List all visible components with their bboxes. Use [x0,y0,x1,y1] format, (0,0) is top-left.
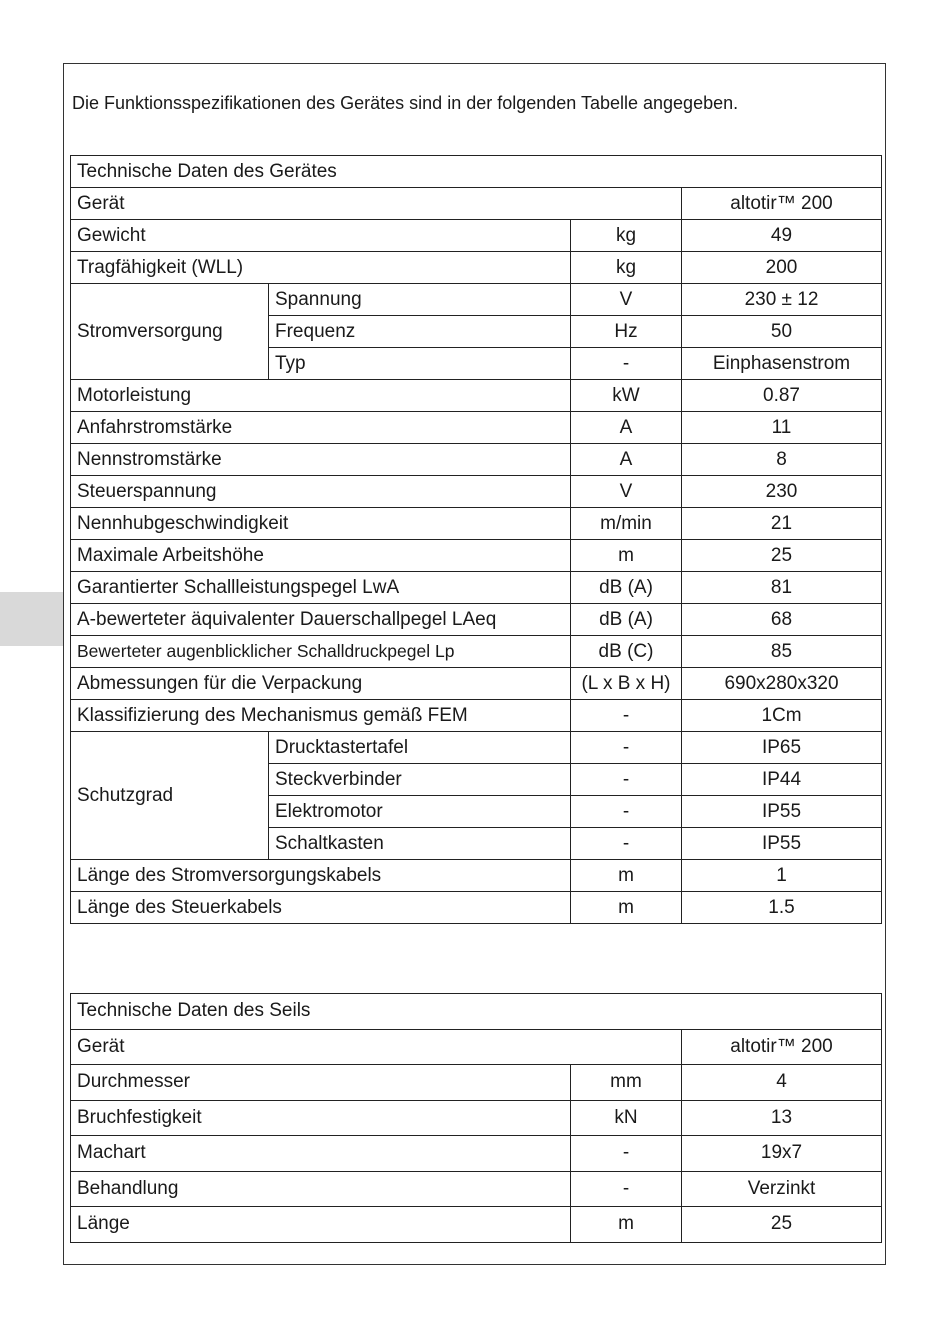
row-value: IP55 [682,828,882,860]
row-label: Steckverbinder [269,764,571,796]
row-unit: m/min [571,508,682,540]
row-label: Bewerteter augenblicklicher Schalldruckpegel Lp [71,636,571,668]
row-unit: - [571,796,682,828]
row-unit: - [571,1171,682,1207]
row-unit: - [571,828,682,860]
row-label: Gewicht [71,220,571,252]
header-model: altotir™ 200 [682,188,882,220]
row-value: 68 [682,604,882,636]
table-row [71,636,882,668]
row-unit: - [571,732,682,764]
row-value: 1Cm [682,700,882,732]
table-row [71,252,882,284]
row-unit: mm [571,1065,682,1101]
table-row [71,444,882,476]
row-label: Drucktastertafel [269,732,571,764]
table-row [71,1100,882,1136]
row-unit: kW [571,380,682,412]
row-value: 13 [682,1100,882,1136]
row-value: 49 [682,220,882,252]
row-label: Nennhubgeschwindigkeit [71,508,571,540]
row-value: Einphasenstrom [682,348,882,380]
row-value: 200 [682,252,882,284]
row-unit: kg [571,252,682,284]
row-label: Durchmesser [71,1065,571,1101]
row-unit: dB (A) [571,604,682,636]
row-label: Anfahrstromstärke [71,412,571,444]
header-label: Gerät [71,188,682,220]
row-label: Garantierter Schallleistungspegel LwA [71,572,571,604]
row-label: Nennstromstärke [71,444,571,476]
row-value: 1 [682,860,882,892]
row-unit: m [571,1207,682,1243]
table-row [71,1136,882,1172]
row-unit: kN [571,1100,682,1136]
row-label: Abmessungen für die Verpackung [71,668,571,700]
row-value: 19x7 [682,1136,882,1172]
table-row [71,1171,882,1207]
row-unit: A [571,412,682,444]
row-label: Typ [269,348,571,380]
group-label-protection: Schutzgrad [71,732,269,860]
row-label: Machart [71,1136,571,1172]
row-unit: - [571,348,682,380]
row-label: Länge [71,1207,571,1243]
row-label: Steuerspannung [71,476,571,508]
rope-spec-table [70,993,882,1243]
row-value: Verzinkt [682,1171,882,1207]
table-title-row [71,156,882,188]
row-value: 11 [682,412,882,444]
row-unit: m [571,860,682,892]
row-unit: dB (C) [571,636,682,668]
table-row [71,380,882,412]
table-title: Technische Daten des Gerätes [71,156,882,188]
row-unit: - [571,1136,682,1172]
row-value: 230 ± 12 [682,284,882,316]
table-row [71,604,882,636]
row-label: Schaltkasten [269,828,571,860]
table-row [71,700,882,732]
table-title-row [71,994,882,1030]
row-unit: - [571,764,682,796]
row-value: IP55 [682,796,882,828]
row-value: IP44 [682,764,882,796]
row-unit: kg [571,220,682,252]
table-row [71,1207,882,1243]
row-label: Klassifizierung des Mechanismus gemäß FEM [71,700,571,732]
row-label: Bruchfestigkeit [71,1100,571,1136]
side-tab-marker [0,592,64,646]
table-row [71,892,882,924]
row-label: Tragfähigkeit (WLL) [71,252,571,284]
row-value: 230 [682,476,882,508]
row-unit: dB (A) [571,572,682,604]
row-value: IP65 [682,732,882,764]
table-title: Technische Daten des Seils [71,994,882,1030]
row-label: Behandlung [71,1171,571,1207]
row-label: Spannung [269,284,571,316]
table-row [71,220,882,252]
row-unit: m [571,892,682,924]
row-value: 25 [682,540,882,572]
row-unit: V [571,284,682,316]
table-row [71,1065,882,1101]
table-row [71,860,882,892]
device-spec-table [70,155,882,924]
table-row [71,412,882,444]
table-row [71,476,882,508]
row-unit: (L x B x H) [571,668,682,700]
row-label: Länge des Steuerkabels [71,892,571,924]
group-label-power: Stromversorgung [71,284,269,380]
table-row [71,732,882,764]
row-label: Elektromotor [269,796,571,828]
row-value: 85 [682,636,882,668]
row-unit: A [571,444,682,476]
intro-text: Die Funktionsspezifikationen des Gerätes sind in der folgenden Tabelle angegeben. [72,93,739,113]
row-label: Frequenz [269,316,571,348]
header-model: altotir™ 200 [682,1029,882,1065]
row-value: 1.5 [682,892,882,924]
row-label: Maximale Arbeitshöhe [71,540,571,572]
table-row [71,540,882,572]
table-row [71,572,882,604]
table-row [71,508,882,540]
row-unit: Hz [571,316,682,348]
row-label: Länge des Stromversorgungskabels [71,860,571,892]
row-value: 8 [682,444,882,476]
table-header-row [71,1029,882,1065]
row-value: 25 [682,1207,882,1243]
row-value: 690x280x320 [682,668,882,700]
row-unit: m [571,540,682,572]
table-header-row [71,188,882,220]
row-value: 50 [682,316,882,348]
row-value: 0.87 [682,380,882,412]
row-label: Motorleistung [71,380,571,412]
header-label: Gerät [71,1029,682,1065]
row-label: A-bewerteter äquivalenter Dauerschallpegel LAeq [71,604,571,636]
row-unit: V [571,476,682,508]
table-row [71,668,882,700]
row-value: 4 [682,1065,882,1101]
row-value: 21 [682,508,882,540]
row-unit: - [571,700,682,732]
row-value: 81 [682,572,882,604]
table-row [71,284,882,316]
